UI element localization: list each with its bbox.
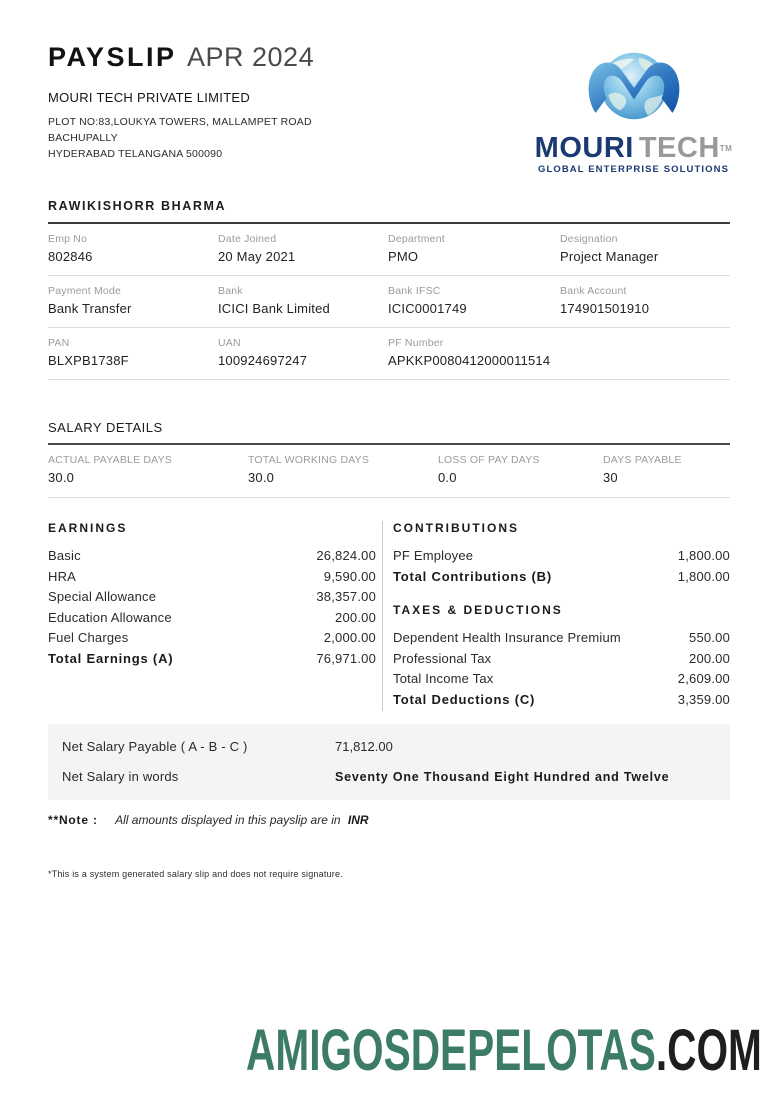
field-actual-payable-days	[48, 454, 248, 485]
field-emp-no	[48, 233, 218, 264]
field-label: PF Number	[388, 337, 444, 349]
item-label: HRA	[48, 568, 77, 584]
field-value: Bank Transfer	[48, 301, 132, 316]
net-payable-amount: 71,812.00	[335, 738, 393, 754]
total-amount: 3,359.00	[677, 691, 730, 707]
item-label: Dependent Health Insurance Premium	[393, 630, 621, 646]
field-value: APKKP0080412000011514	[388, 353, 551, 368]
field-pan	[48, 337, 218, 368]
globe-logo-icon	[570, 36, 698, 136]
field-pf-number	[388, 337, 560, 368]
field-total-working-days	[248, 454, 438, 485]
item-label: Education Allowance	[48, 609, 172, 625]
earnings-item	[48, 567, 376, 588]
item-label: Special Allowance	[48, 589, 157, 605]
earnings-title: EARNINGS	[48, 521, 128, 535]
field-value: PMO	[388, 249, 419, 264]
deductions-item	[393, 669, 730, 690]
company-name: MOURI TECH PRIVATE LIMITED	[48, 90, 251, 105]
deductions-item	[393, 649, 730, 670]
field-value: ICICI Bank Limited	[218, 301, 330, 316]
note-currency: INR	[347, 812, 369, 827]
employee-info-row-1	[48, 224, 730, 276]
earnings-total-row	[48, 649, 376, 670]
address-line-2: BACHUPALLY	[48, 132, 118, 144]
earnings-column	[48, 521, 383, 711]
payslip-title: PAYSLIP	[48, 42, 177, 72]
field-designation	[560, 233, 730, 264]
item-amount: 38,357.00	[316, 589, 376, 605]
earnings-item	[48, 628, 376, 649]
field-bank	[218, 285, 388, 316]
note-label: **Note :	[48, 812, 98, 827]
field-label: DAYS PAYABLE	[603, 454, 682, 466]
net-salary-payable-row	[62, 739, 716, 754]
item-amount: 2,000.00	[323, 630, 376, 646]
field-label: Emp No	[48, 233, 88, 245]
payslip-period: APR 2024	[187, 42, 315, 72]
earnings-item	[48, 587, 376, 608]
field-value: 30	[603, 470, 618, 485]
trademark-symbol: TM	[719, 144, 733, 153]
field-days-payable	[603, 454, 730, 485]
net-words-value: Seventy One Thousand Eight Hundred and Twelve	[335, 769, 670, 784]
taxes-deductions-title: TAXES & DEDUCTIONS	[393, 603, 563, 618]
address-line-3: HYDERABAD TELANGANA 500090	[48, 148, 223, 160]
employee-name: RAWIKISHORR BHARMA	[48, 199, 730, 224]
field-value: 30.0	[248, 470, 275, 485]
logo-word-tech: TECH	[638, 132, 720, 164]
net-payable-label: Net Salary Payable ( A - B - C )	[62, 738, 248, 754]
earnings-item	[48, 608, 376, 629]
contributions-item	[393, 546, 730, 567]
contributions-total-row	[393, 567, 730, 588]
contributions-title: CONTRIBUTIONS	[393, 521, 519, 535]
site-watermark	[246, 1018, 762, 1083]
logo-word-mouri: MOURI	[534, 132, 634, 164]
deductions-column	[383, 521, 730, 711]
net-words-label: Net Salary in words	[62, 768, 179, 784]
salary-days-row	[48, 445, 730, 498]
salary-details-title: SALARY DETAILS	[48, 420, 730, 445]
logo-tagline: GLOBAL ENTERPRISE SOLUTIONS	[537, 164, 730, 175]
field-uan	[218, 337, 388, 368]
deductions-total-row	[393, 690, 730, 711]
field-label: Designation	[560, 233, 618, 245]
item-label: PF Employee	[393, 548, 474, 563]
item-label: Total Income Tax	[393, 671, 494, 687]
item-label: Fuel Charges	[48, 630, 129, 646]
field-bank-ifsc	[388, 285, 560, 316]
field-label: Payment Mode	[48, 285, 122, 297]
item-label: Basic	[48, 548, 81, 563]
field-label: Bank Account	[560, 285, 627, 297]
company-logo	[531, 36, 736, 175]
total-amount: 1,800.00	[677, 568, 730, 584]
field-label: LOSS OF PAY DAYS	[438, 454, 540, 466]
item-amount: 2,609.00	[677, 671, 730, 687]
field-value: 0.0	[438, 470, 457, 485]
item-label: Professional Tax	[393, 650, 492, 666]
field-label: PAN	[48, 337, 70, 349]
net-salary-box	[48, 724, 730, 800]
system-generated-note: *This is a system generated salary slip and does not require signature.	[48, 868, 343, 879]
field-value: 174901501910	[560, 301, 650, 316]
field-value: 20 May 2021	[218, 249, 296, 264]
item-amount: 9,590.00	[323, 568, 376, 584]
earnings-item	[48, 546, 376, 567]
watermark-tld: .COM	[655, 1018, 762, 1083]
total-label: Total Contributions (B)	[393, 568, 552, 584]
employee-info-row-2	[48, 276, 730, 328]
payslip-header	[48, 42, 733, 175]
item-amount: 200.00	[689, 650, 730, 666]
item-amount: 200.00	[335, 609, 376, 625]
field-payment-mode	[48, 285, 218, 316]
employee-info-row-3	[48, 328, 730, 380]
note-text: All amounts displayed in this payslip are in	[115, 812, 341, 827]
watermark-name: AMIGOSDEPELOTAS	[246, 1018, 656, 1083]
field-label: Department	[388, 233, 445, 245]
money-columns	[48, 521, 730, 711]
field-value: ICIC0001749	[388, 301, 467, 316]
field-value: 100924697247	[218, 353, 308, 368]
total-label: Total Earnings (A)	[48, 650, 174, 666]
net-salary-words-row	[62, 769, 716, 784]
item-amount: 26,824.00	[316, 548, 376, 563]
field-value: Project Manager	[560, 249, 659, 264]
field-label: Bank IFSC	[388, 285, 441, 297]
logo-wordmark	[531, 134, 736, 162]
field-department	[388, 233, 560, 264]
field-label: Date Joined	[218, 233, 277, 245]
field-empty	[560, 337, 730, 368]
field-bank-account	[560, 285, 730, 316]
field-label: TOTAL WORKING DAYS	[248, 454, 370, 466]
field-label: ACTUAL PAYABLE DAYS	[48, 454, 173, 466]
item-amount: 1,800.00	[677, 548, 730, 563]
field-date-joined	[218, 233, 388, 264]
employee-info-table	[48, 224, 730, 380]
field-value: 30.0	[48, 470, 75, 485]
item-amount: 550.00	[689, 630, 730, 646]
field-label: UAN	[218, 337, 241, 349]
deductions-item	[393, 628, 730, 649]
field-value: BLXPB1738F	[48, 353, 129, 368]
field-label: Bank	[218, 285, 243, 297]
address-line-1: PLOT NO:83,LOUKYA TOWERS, MALLAMPET ROAD	[48, 116, 312, 128]
field-value: 802846	[48, 249, 93, 264]
currency-note	[48, 813, 730, 827]
field-loss-of-pay-days	[438, 454, 603, 485]
total-amount: 76,971.00	[316, 650, 376, 666]
total-label: Total Deductions (C)	[393, 691, 536, 707]
